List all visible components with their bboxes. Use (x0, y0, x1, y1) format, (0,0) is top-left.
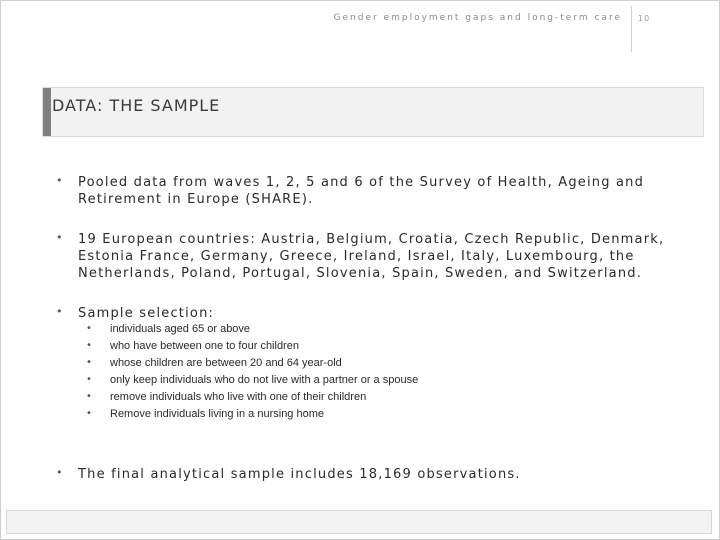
slide-title: DATA: THE SAMPLE (52, 96, 221, 115)
page-number: 10 (638, 14, 651, 23)
bullet-text: Pooled data from waves 1, 2, 5 and 6 of the Survey of Health, Ageing and Retirement in Europe (SHARE). (78, 175, 645, 207)
sub-list-text: individuals aged 65 or above (110, 323, 251, 335)
sub-list-text: remove individuals who live with one of their children (110, 391, 367, 403)
sub-list-item (86, 322, 586, 339)
sub-list-text: whose children are between 20 and 64 year-old (110, 357, 342, 369)
bullet-marker: • (56, 231, 63, 244)
header-divider (631, 6, 632, 52)
bullet-text: Sample selection: (78, 306, 215, 321)
bullet-marker: • (56, 466, 63, 479)
sub-list-item (86, 339, 586, 356)
bullet-marker: • (56, 174, 63, 187)
slide-title-box (42, 87, 704, 137)
sub-list-item (86, 390, 586, 407)
sub-list-text: only keep individuals who do not live with a partner or a spouse (110, 374, 419, 386)
sub-bullet-marker: • (86, 408, 92, 419)
sub-list-text: who have between one to four children (110, 340, 299, 352)
header-title: Gender employment gaps and long-term care (333, 13, 622, 23)
sub-bullet-marker: • (86, 374, 92, 385)
sub-bullet-marker: • (86, 323, 92, 334)
sub-bullet-marker: • (86, 391, 92, 402)
sub-list-item (86, 373, 586, 390)
title-accent-bar (43, 88, 51, 136)
footer-bar (6, 510, 712, 534)
sub-bullet-marker: • (86, 357, 92, 368)
sub-bullet-marker: • (86, 340, 92, 351)
sub-list-item (86, 407, 586, 424)
sub-list-item (86, 356, 586, 373)
bullet-marker: • (56, 305, 63, 318)
bullet-text: 19 European countries: Austria, Belgium, Croatia, Czech Republic, Denmark, Estonia France, Germany, Greece, Ireland, Israel, Italy, Luxembourg, the Netherlands, Poland, Portugal, Slovenia, Spain, Sweden, and Switzerland. (78, 232, 665, 281)
sub-list-text: Remove individuals living in a nursing home (110, 408, 325, 420)
bullet-text: The final analytical sample includes 18,169 observations. (78, 467, 521, 482)
